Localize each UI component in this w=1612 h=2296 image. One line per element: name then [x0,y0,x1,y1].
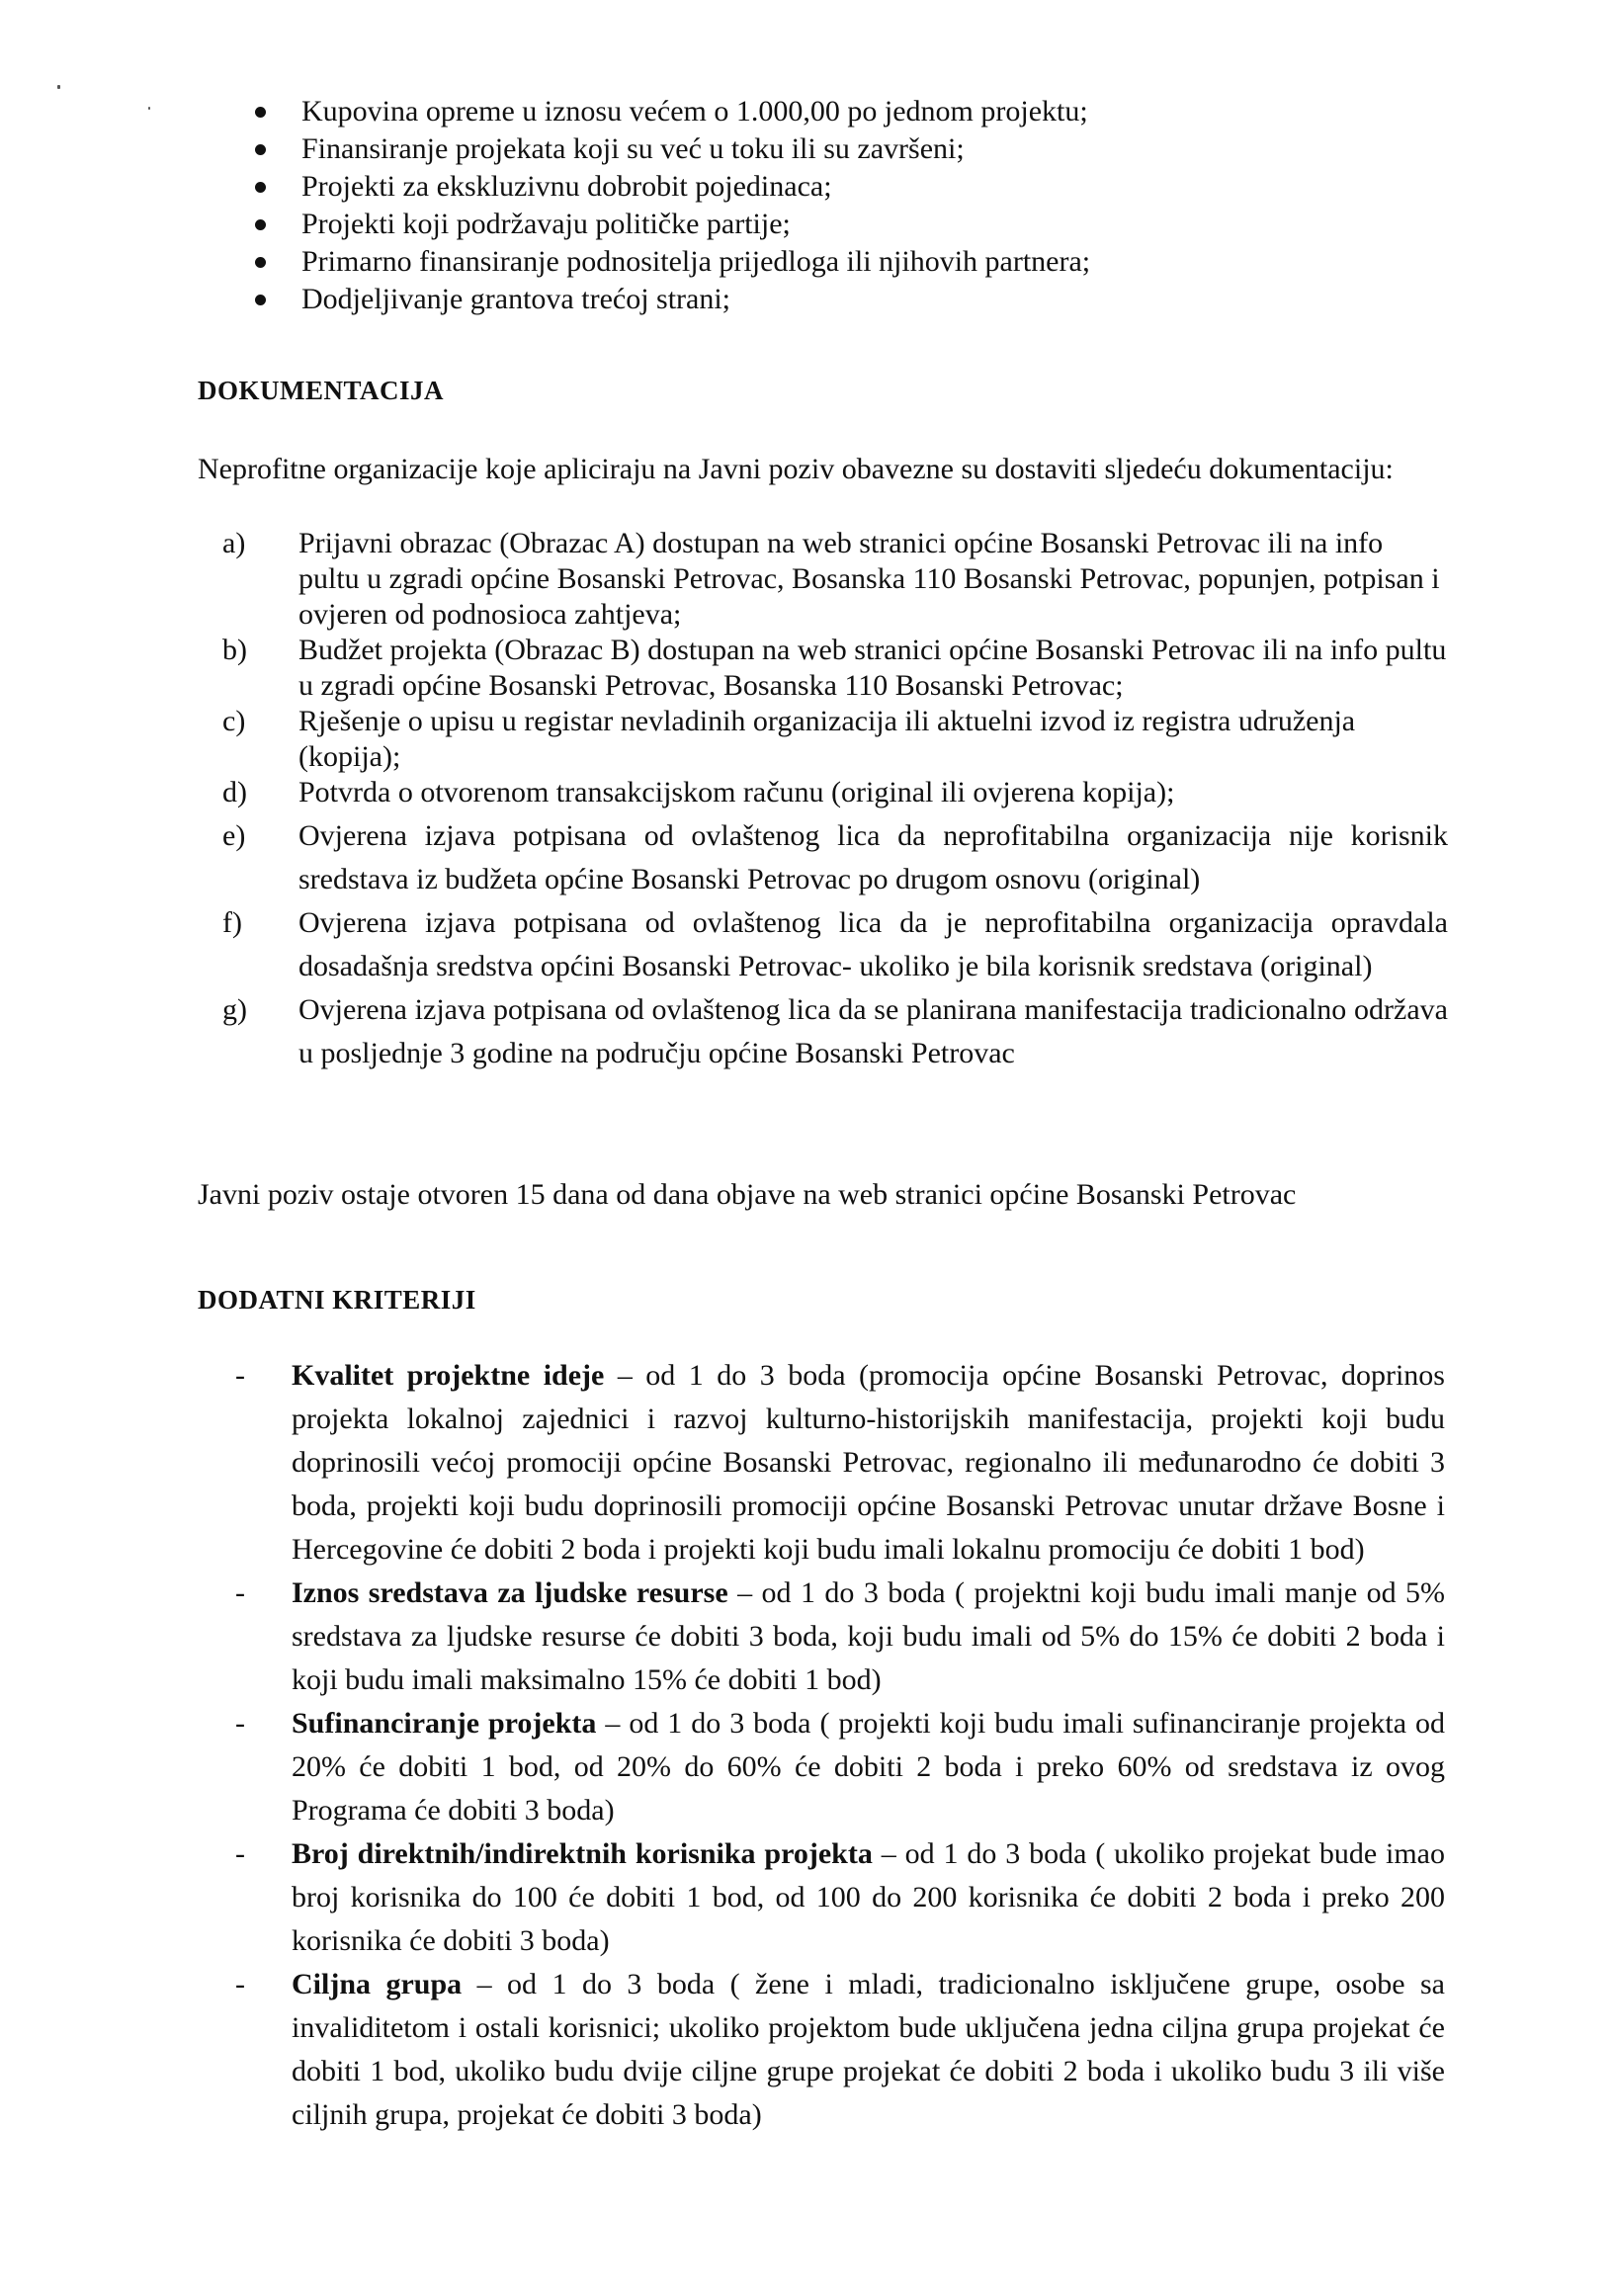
criterion-title: Iznos sredstava za ljudske resurse [292,1576,728,1609]
bullet-icon [255,182,266,193]
scan-speck [57,85,60,89]
dash-marker: - [235,1576,245,1609]
list-item: Dodjeljivanje grantova trećoj strani; [255,281,1441,318]
bullet-icon [255,144,266,155]
list-item: Kupovina opreme u iznosu većem o 1.000,00 po jednom projektu; [255,93,1441,130]
list-item: Projekti koji podržavaju političke partije; [255,206,1441,243]
item-label: e) [222,819,246,852]
list-item: c) Rješenje o upisu u registar nevladinih organizacija ili aktuelni izvod iz registra udruženja (kopija); [222,705,1356,773]
criterion-title: Broj direktnih/indirektnih korisnika projekta [292,1837,873,1870]
item-label: a) [222,527,246,559]
list-item: - Broj direktnih/indirektnih korisnika projekta – od 1 do 3 boda ( ukoliko projekat bude imao broj korisnika do 100 će dobiti 1 bod, od 100 do 200 korisnika će dobiti 2 boda i preko 200 korisnika će dobiti 3 boda) [235,1832,1445,1963]
section-heading-additional-criteria: DODATNI KRITERIJI [198,1285,476,1315]
dash-marker: - [235,1968,245,2000]
closing-statement: Javni poziv ostaje otvoren 15 dana od dana objave na web stranici općine Bosanski Petrovac [198,1178,1297,1211]
list-item: e) Ovjerena izjava potpisana od ovlaštenog lica da neprofitabilna organizacija nije korisnik sredstava iz budžeta općine Bosanski Petrovac po drugom osnovu (original) [222,814,1448,901]
dash-marker: - [235,1707,245,1740]
list-item: b) Budžet projekta (Obrazac B) dostupan na web stranici općine Bosanski Petrovac ili na info pultu u zgradi općine Bosanski Petrovac, Bosanska 110 Bosanski Petrovac; [222,634,1447,702]
list-item: a) Prijavni obrazac (Obrazac A) dostupan na web stranici općine Bosanski Petrovac ili na info pultu u zgradi općine Bosanski Petrovac, Bosanska 110 Bosanski Petrovac, popunjen, potpisan i ovjeren od podnosioca zahtjeva; [222,527,1440,631]
item-label: b) [222,634,247,666]
scan-speck [148,107,150,110]
bullet-icon [255,107,266,118]
item-label: d) [222,776,247,808]
item-label: f) [222,906,242,939]
criterion-title: Sufinanciranje projekta [292,1707,597,1740]
criterion-title: Ciljna grupa [292,1968,463,2000]
exclusions-bullet-list [255,93,1441,318]
criterion-title: Kvalitet projektne ideje [292,1359,605,1392]
bullet-icon [255,219,266,230]
list-item: - Ciljna grupa – od 1 do 3 boda ( žene i mladi, tradicionalno isključene grupe, osobe sa invaliditetom i ostali korisnici; ukoliko projektom bude uključena jedna ciljna grupa projekat će dobiti 1 bod, ukoliko budu dvije ciljne grupe projekat će dobiti 2 boda i ukoliko budu 3 ili više ciljnih grupa, projekat će dobiti 3 boda) [235,1963,1445,2137]
dash-marker: - [235,1837,245,1870]
dash-marker: - [235,1359,245,1392]
documentation-intro: Neprofitne organizacije koje apliciraju na Javni poziv obavezne su dostaviti sljedeću dokumentaciju: [198,453,1394,485]
list-item: - Kvalitet projektne ideje – od 1 do 3 boda (promocija općine Bosanski Petrovac, doprinos projekta lokalnoj zajednici i razvoj kulturno-historijskih manifestacija, projekti koji budu doprinosili većoj promociji općine Bosanski Petrovac, regionalno ili međunarodno će dobiti 3 boda, projekti koji budu doprinosili promociji općine Bosanski Petrovac unutar države Bosne i Hercegovine će dobiti 2 boda i projekti koji budu imali lokalnu promociju će dobiti 1 bod) [235,1354,1445,1572]
list-item: - Sufinanciranje projekta – od 1 do 3 boda ( projekti koji budu imali sufinanciranje projekta od 20% će dobiti 1 bod, od 20% do 60% će dobiti 2 boda i preko 60% od sredstava iz ovog Programa će dobiti 3 boda) [235,1702,1445,1832]
item-label: g) [222,993,247,1026]
documentation-list [222,526,1448,1075]
list-item: Primarno finansiranje podnositelja prijedloga ili njihovih partnera; [255,243,1441,281]
bullet-icon [255,295,266,305]
list-item: f) Ovjerena izjava potpisana od ovlaštenog lica da je neprofitabilna organizacija opravdala dosadašnja sredstva općini Bosanski Petrovac- ukoliko je bila korisnik sredstava (original) [222,901,1448,988]
list-item: g) Ovjerena izjava potpisana od ovlaštenog lica da se planirana manifestacija tradicionalno održava u posljednje 3 godine na području općine Bosanski Petrovac [222,988,1448,1075]
list-item: Projekti za ekskluzivnu dobrobit pojedinaca; [255,168,1441,206]
list-item: Finansiranje projekata koji su već u toku ili su završeni; [255,130,1441,168]
criteria-list [235,1354,1445,2137]
list-item: d) Potvrda o otvorenom transakcijskom računu (original ili ovjerena kopija); [222,776,1175,808]
list-item: - Iznos sredstava za ljudske resurse – od 1 do 3 boda ( projektni koji budu imali manje od 5% sredstava za ljudske resurse će dobiti 3 boda, koji budu imali od 5% do 15% će dobiti 2 boda i koji budu imali maksimalno 15% će dobiti 1 bod) [235,1572,1445,1702]
section-heading-documentation: DOKUMENTACIJA [198,376,444,405]
bullet-icon [255,257,266,268]
item-label: c) [222,705,246,737]
